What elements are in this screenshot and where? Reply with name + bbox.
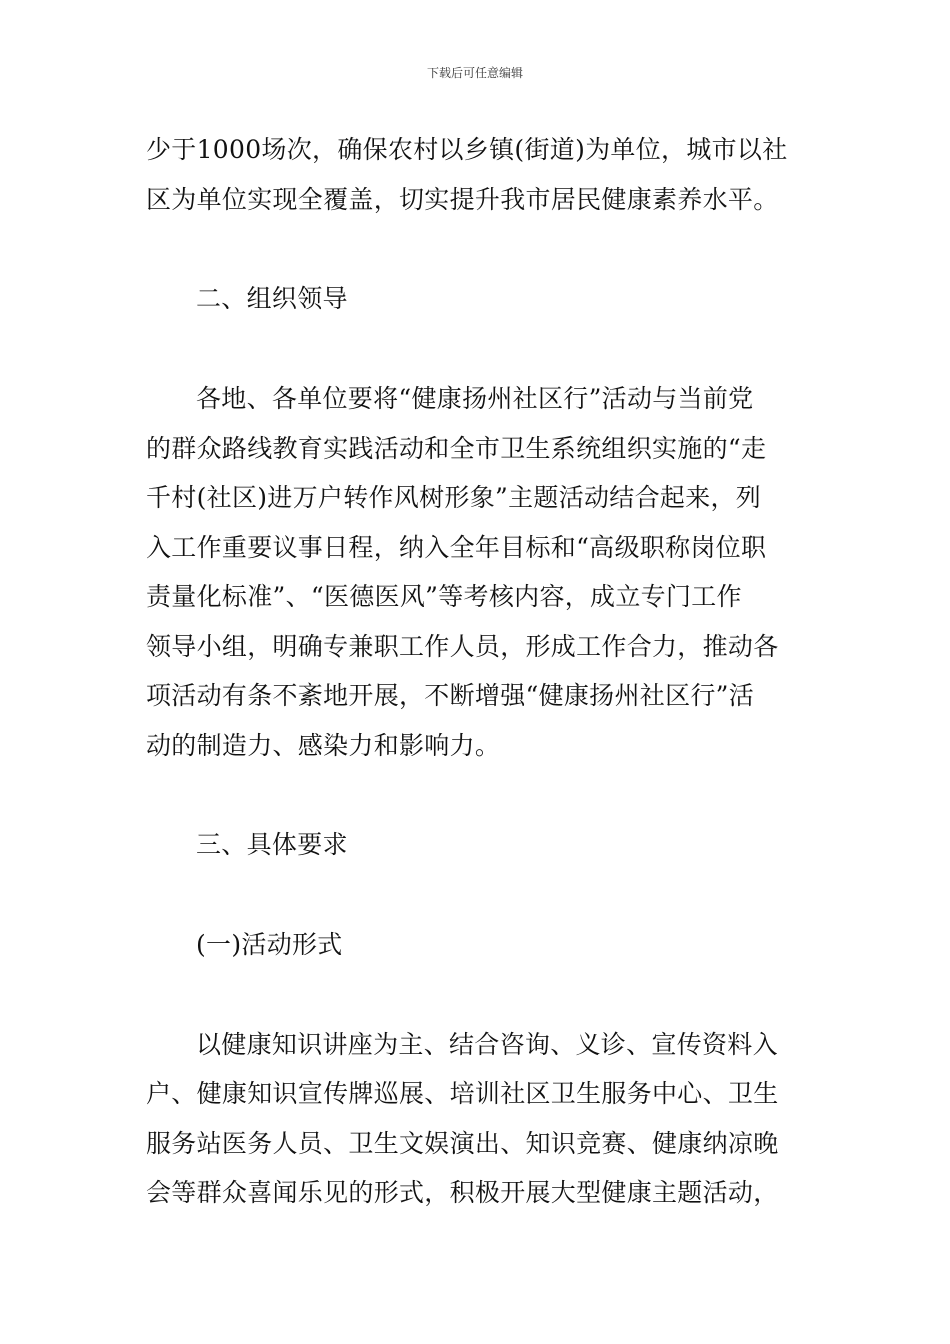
text-line: 区为单位实现全覆盖，切实提升我市居民健康素养水平。 [146, 185, 779, 214]
text-line: 以健康知识讲座为主、结合咨询、义诊、宣传资料入 [196, 1030, 778, 1059]
text-line: 千村(社区)进万户转作风树形象”主题活动结合起来，列 [146, 483, 762, 512]
text-line: 会等群众喜闻乐见的形式，积极开展大型健康主题活动， [146, 1178, 779, 1207]
text-line: 服务站医务人员、卫生文娱演出、知识竞赛、健康纳凉晚 [146, 1129, 779, 1158]
text-line: 的群众路线教育实践活动和全市卫生系统组织实施的“走 [146, 434, 767, 463]
text-line: 户、健康知识宣传牌巡展、培训社区卫生服务中心、卫生 [146, 1079, 779, 1108]
text-line: 少于1000场次，确保农村以乡镇(街道)为单位，城市以社 [146, 135, 788, 164]
text-line: 各地、各单位要将“健康扬州社区行”活动与当前党 [196, 384, 754, 413]
section-heading: 三、具体要求 [196, 830, 348, 859]
text-line: 动的制造力、感染力和影响力。 [146, 731, 501, 760]
subsection-heading: (一)活动形式 [196, 930, 343, 959]
page-header: 下载后可任意编辑 [426, 66, 523, 80]
text-line: 领导小组，明确专兼职工作人员，形成工作合力，推动各 [146, 632, 779, 661]
text-line: 项活动有条不紊地开展，不断增强“健康扬州社区行”活 [146, 681, 755, 710]
text-line: 责量化标准”、“医德医风”等考核内容，成立专门工作 [146, 582, 742, 611]
section-heading: 二、组织领导 [196, 284, 348, 313]
text-line: 入工作重要议事日程，纳入全年目标和“高级职称岗位职 [146, 533, 767, 562]
